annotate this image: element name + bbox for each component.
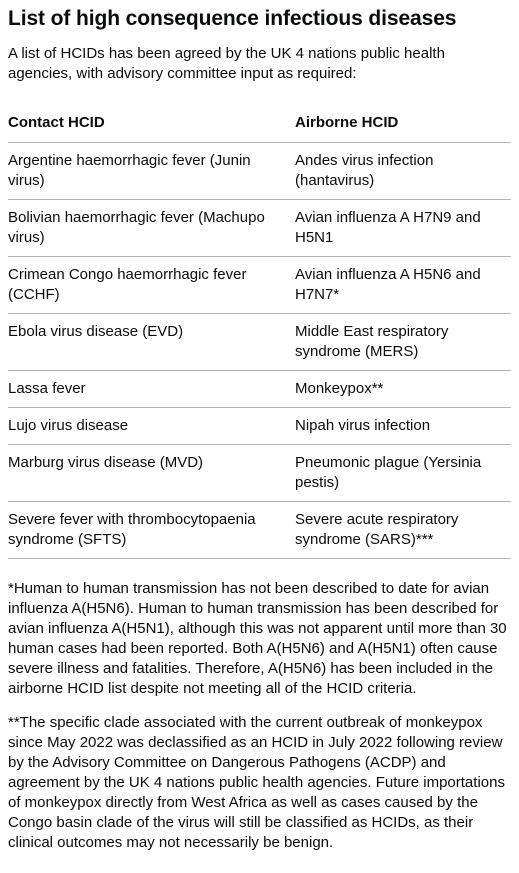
- airborne-hcid-cell: Nipah virus infection: [295, 408, 511, 445]
- column-header-airborne: Airborne HCID: [295, 108, 511, 143]
- airborne-hcid-cell: Monkeypox**: [295, 371, 511, 408]
- airborne-hcid-cell: Avian influenza A H7N9 and H5N1: [295, 200, 511, 257]
- airborne-hcid-cell: Andes virus infection (hantavirus): [295, 143, 511, 200]
- airborne-hcid-cell: Middle East respiratory syndrome (MERS): [295, 314, 511, 371]
- intro-paragraph: A list of HCIDs has been agreed by the UK 4 nations public health agencies, with advisory committee input as required:: [8, 45, 445, 82]
- airborne-hcid-cell: Avian influenza A H5N6 and H7N7*: [295, 257, 511, 314]
- contact-hcid-cell: Argentine haemorrhagic fever (Junin virus): [8, 143, 295, 200]
- contact-hcid-cell: Ebola virus disease (EVD): [8, 314, 295, 371]
- column-header-contact: Contact HCID: [8, 108, 295, 143]
- table-header-row: [8, 108, 511, 143]
- contact-hcid-cell: Marburg virus disease (MVD): [8, 445, 295, 502]
- page-title: List of high consequence infectious diseases: [8, 7, 457, 30]
- table-row: [8, 200, 511, 257]
- table-row: [8, 371, 511, 408]
- footnote-avian-influenza: *Human to human transmission has not been described to date for avian influenza A(H5N6). Human to human transmission has been described for avian influenza A(H5N1), although this was not apparent until more than 30 human cases had been reported. Both A(H5N6) and A(H5N1) often cause severe illness and fatalities. Therefore, A(H5N6) has been included in the airborne HCID list despite not meeting all of the HCID criteria.: [8, 580, 507, 697]
- table-row: [8, 408, 511, 445]
- contact-hcid-cell: Bolivian haemorrhagic fever (Machupo virus): [8, 200, 295, 257]
- airborne-hcid-cell: Pneumonic plague (Yersinia pestis): [295, 445, 511, 502]
- table-row: [8, 445, 511, 502]
- contact-hcid-cell: Severe fever with thrombocytopaenia syndrome (SFTS): [8, 502, 295, 559]
- table-row: [8, 314, 511, 371]
- airborne-hcid-cell: Severe acute respiratory syndrome (SARS)***: [295, 502, 511, 559]
- hcid-table: [8, 108, 511, 559]
- table-row: [8, 502, 511, 559]
- contact-hcid-cell: Crimean Congo haemorrhagic fever (CCHF): [8, 257, 295, 314]
- table-row: [8, 257, 511, 314]
- table-row: [8, 143, 511, 200]
- footnotes: [8, 579, 511, 853]
- contact-hcid-cell: Lassa fever: [8, 371, 295, 408]
- contact-hcid-cell: Lujo virus disease: [8, 408, 295, 445]
- footnote-monkeypox: **The specific clade associated with the current outbreak of monkeypox since May 2022 was declassified as an HCID in July 2022 following review by the Advisory Committee on Dangerous Pathogens (ACDP) and agreement by the UK 4 nations public health agencies. Future importations of monkeypox directly from West Africa as well as cases caused by the Congo basin clade of the virus will still be classified as HCIDs, as their clinical outcomes may not necessarily be benign.: [8, 714, 505, 851]
